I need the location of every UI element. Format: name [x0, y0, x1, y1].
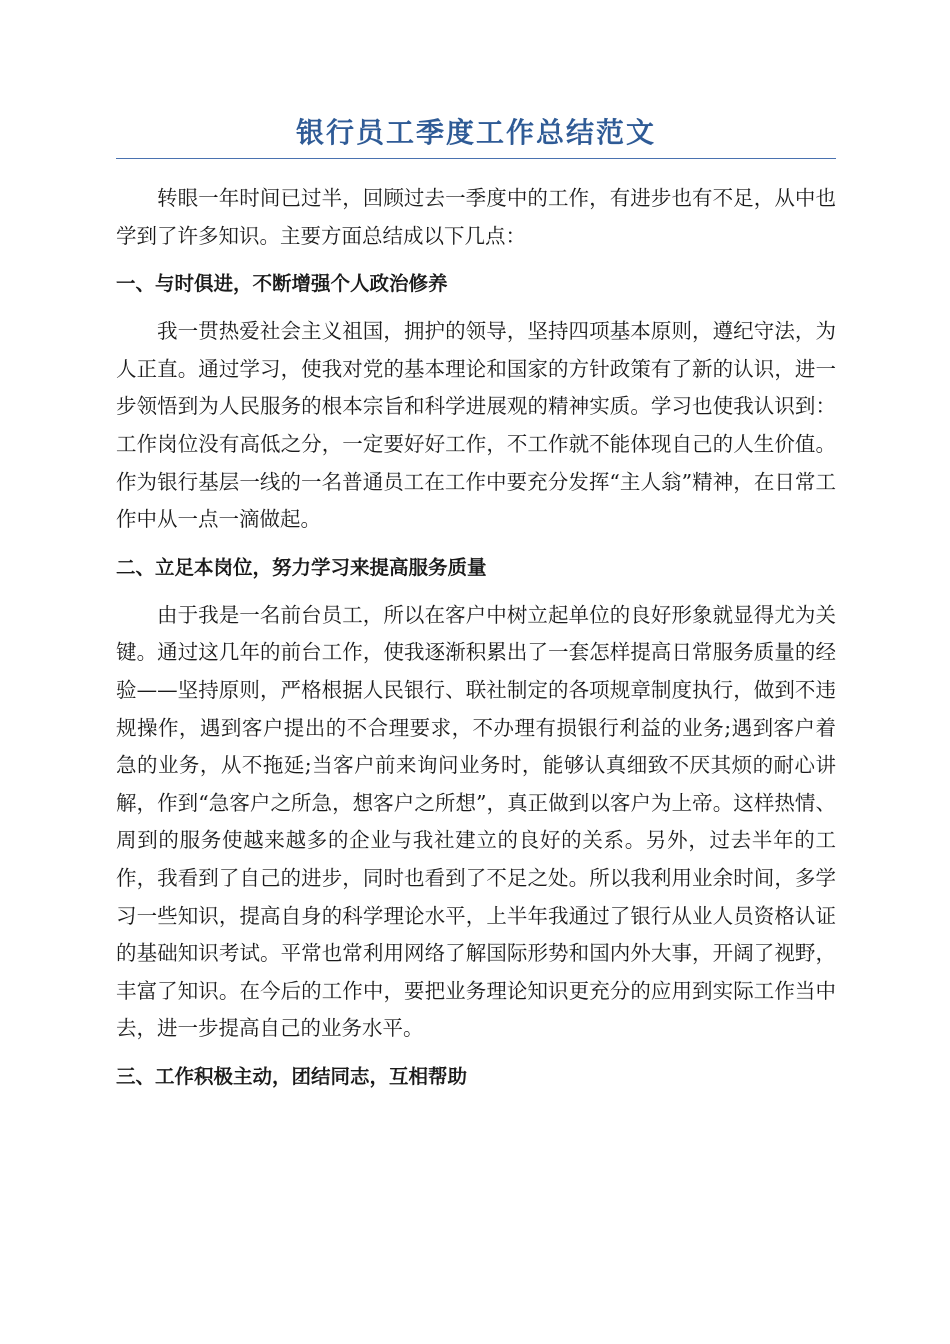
document-title: 银行员工季度工作总结范文 — [116, 110, 836, 159]
section-1-body: 我一贯热爱社会主义祖国，拥护的领导，坚持四项基本原则，遵纪守法，为人正直。通过学习，使我对党的基本理论和国家的方针政策有了新的认识，进一步领悟到为人民服务的根本宗旨和科学进展观的精神实质。学习也使我认识到：工作岗位没有高低之分，一定要好好工作，不工作就不能体现自己的人生价值。作为银行基层一线的一名普通员工在工作中要充分发挥“主人翁”精神，在日常工作中从一点一滴做起。 — [116, 319, 836, 532]
section-2-heading: 二、立足本岗位，努力学习来提高服务质量 — [116, 555, 487, 579]
section-1-heading: 一、与时俱进，不断增强个人政治修养 — [116, 272, 448, 296]
intro-paragraph: 转眼一年时间已过半，回顾过去一季度中的工作，有进步也有不足，从中也学到了许多知识。主要方面总结成以下几点： — [116, 186, 836, 248]
document-page — [116, 110, 836, 1106]
section-3-heading: 三、工作积极主动，团结同志，互相帮助 — [116, 1064, 468, 1088]
section-2-body: 由于我是一名前台员工，所以在客户中树立起单位的良好形象就显得尤为关键。通过这几年的前台工作，使我逐渐积累出了一套怎样提高日常服务质量的经验——坚持原则，严格根据人民银行、联社制定的各项规章制度执行，做到不违规操作，遇到客户提出的不合理要求，不办理有损银行利益的业务;遇到客户着急的业务，从不拖延;当客户前来询问业务时，能够认真细致不厌其烦的耐心讲解，作到“急客户之所急，想客户之所想”，真正做到以客户为上帝。这样热情、周到的服务使越来越多的企业与我社建立的良好的关系。另外，过去半年的工作，我看到了自己的进步，同时也看到了不足之处。所以我利用业余时间，多学习一些知识，提高自身的科学理论水平，上半年我通过了银行从业人员资格认证的基础知识考试。平常也常利用网络了解国际形势和国内外大事，开阔了视野，丰富了知识。在今后的工作中，要把业务理论知识更充分的应用到实际工作当中去，进一步提高自己的业务水平。 — [116, 602, 836, 1041]
